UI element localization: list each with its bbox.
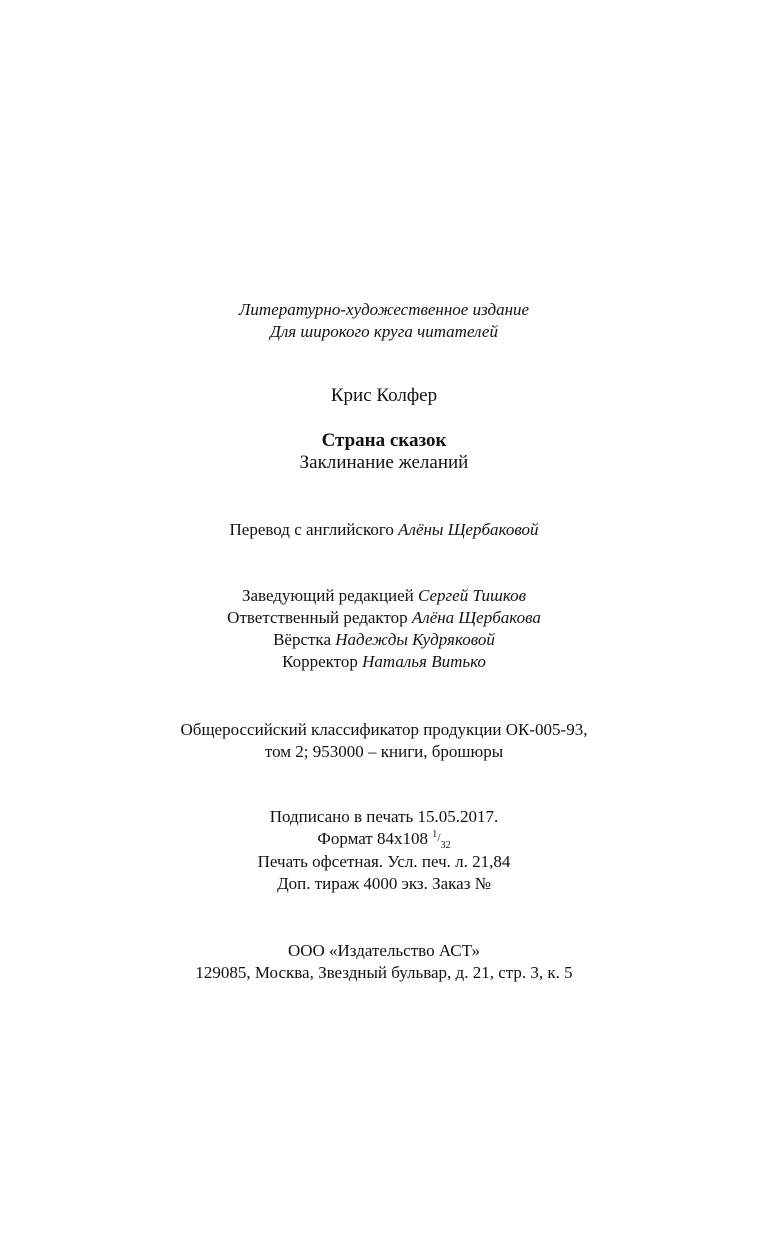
credit-role: Ответственный редактор <box>227 608 408 627</box>
signed-date: Подписано в печать 15.05.2017. <box>269 807 499 826</box>
credit-role: Вёрстка <box>273 630 331 649</box>
credit-line <box>0 585 768 607</box>
publisher-name: ООО «Издательство АСТ» <box>287 941 481 960</box>
translator-name: Алёны Щербаковой <box>398 520 539 539</box>
author-name: Крис Колфер <box>330 385 438 406</box>
credit-name: Надежды Кудряковой <box>335 630 495 649</box>
publisher-address: 129085, Москва, Звездный бульвар, д. 21, стр. 3, к. 5 <box>195 963 573 982</box>
classifier-line-2: том 2; 953000 – книги, брошюры <box>264 742 504 761</box>
credit-line <box>0 651 768 673</box>
credit-name: Наталья Витько <box>362 652 486 671</box>
credit-role: Заведующий редакцией <box>241 586 414 605</box>
format-label: Формат 84x108 <box>317 829 428 848</box>
translation-label: Перевод с английского <box>229 520 394 539</box>
format-fraction-slash: / <box>437 830 441 844</box>
credit-line <box>0 607 768 629</box>
credit-name: Сергей Тишков <box>418 586 527 605</box>
print-type: Печать офсетная. Усл. печ. л. 21,84 <box>257 852 511 871</box>
book-subtitle: Заклинание желаний <box>299 452 469 473</box>
classifier-line-1: Общероссийский классификатор продукции ОК-005-93, <box>180 720 588 739</box>
edition-type-line-2: Для широкого круга читателей <box>270 322 498 341</box>
format-fraction-numerator: 1 <box>432 829 438 840</box>
credit-line <box>0 629 768 651</box>
credit-role: Корректор <box>282 652 358 671</box>
edition-type-line-1: Литературно-художественное издание <box>238 300 530 319</box>
format-fraction-denominator: 32 <box>440 840 451 851</box>
format-line <box>0 828 768 853</box>
translation-line <box>0 519 768 541</box>
credit-name: Алёна Щербакова <box>411 608 541 627</box>
print-run: Доп. тираж 4000 экз. Заказ № <box>277 874 491 893</box>
book-title: Страна сказок <box>321 430 447 451</box>
